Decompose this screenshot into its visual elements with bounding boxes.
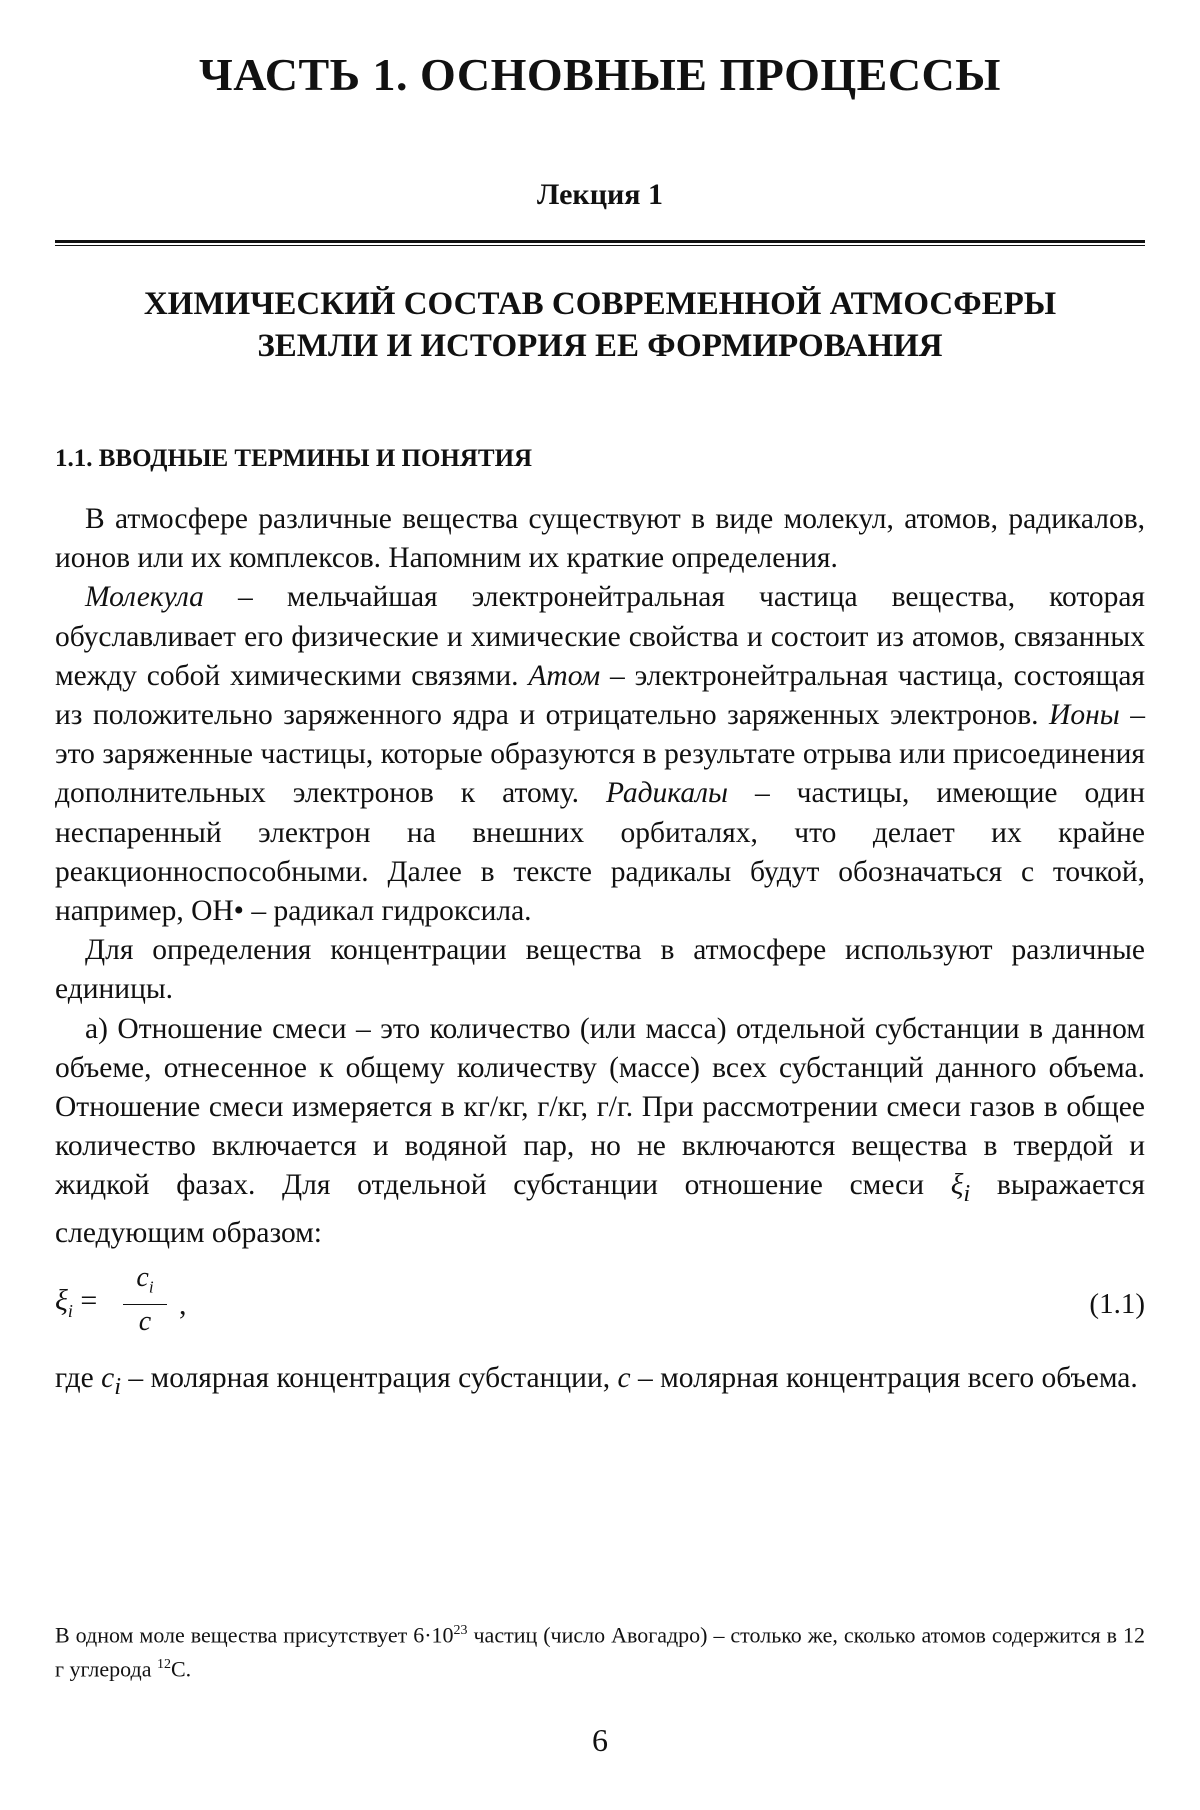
paragraph-where [55,1359,1145,1406]
paragraph-definitions [55,578,1145,931]
definition-atom: – электронейтральная частица, состоящая из положительно заряженного ядра и отрицательно заряженных электронов. [55,659,1145,732]
formula-numerator-subscript: i [148,1277,154,1297]
lecture-title-line2: ЗЕМЛИ И ИСТОРИЯ ЕЕ ФОРМИРОВАНИЯ [257,328,943,364]
footnote-text-before: В одном моле вещества присутствует 6·10 [55,1622,454,1648]
term-ions: Ионы [1049,699,1120,732]
book-page [55,0,1145,1810]
term-radicals: Радикалы [605,777,728,810]
footnote-text-mid: частиц (число Авогадро) – столько же, сколько атомов содержится в 12 г углерода [55,1622,1145,1682]
mixing-ratio-text: а) Отношение смеси – это количество (или масса) отдельной субстанции в данном объеме, отнесенное к общему количеству (массе) всех субстанций данного объема. Отношение смеси измеряется в кг/кг, г/кг, г/г. При рассмотрении смеси газов в общее количество включается и водяной пар, но не включаются вещества в твердой и жидкой фазах. Для отдельной субстанции отношение смеси [55,1012,1145,1202]
mixing-ratio-symbol [950,1169,971,1208]
formula-numerator-c: c [136,1261,149,1293]
term-atom: Атом [528,659,601,692]
footnote-exponent: 23 [453,1623,468,1638]
lecture-title [55,283,1145,367]
lecture-label: Лекция 1 [536,178,664,211]
divider-rule [55,240,1145,246]
formula-xi-subscript: i [67,1300,73,1321]
xi-subscript: i [963,1180,971,1208]
c-symbol: c [617,1361,631,1394]
page-number: 6 [592,1722,608,1758]
paragraph-units: Для определения концентрации вещества в атмосфере используют различные единицы. [55,934,1145,1006]
mixing-ratio-tail: выражается следующим образом: [55,1169,1145,1249]
definition-ions: – это заряженные частицы, которые образуются в результате отрыва или присоединения дополнительных электронов к атому. [55,699,1146,810]
formula-fraction [123,1261,167,1340]
ci-letter: c [101,1361,115,1394]
lecture-title-line1: ХИМИЧЕСКИЙ СОСТАВ СОВРЕМЕННОЙ АТМОСФЕРЫ [143,286,1057,322]
where-start: где [55,1361,102,1394]
where-mid: – молярная концентрация субстанции, [121,1361,618,1394]
equation-number: (1.1) [1089,1287,1145,1320]
formula-numerator [123,1261,167,1305]
definition-molecule: – мельчайшая электронейтральная частица вещества, которая обуславливает его физические и химические свойства и состоит из атомов, связанных между собой химическими связями. [55,581,1145,692]
ci-subscript: i [114,1372,122,1400]
formula-1-1 [55,1257,1145,1353]
xi-symbol: ξ [950,1169,964,1202]
formula-equals: = [72,1283,98,1317]
formula-denominator: c [138,1306,152,1338]
section-heading: 1.1. ВВОДНЫЕ ТЕРМИНЫ И ПОНЯТИЯ [55,445,533,472]
paragraph-intro: В атмосфере различные вещества существуют в виде молекул, атомов, радикалов, ионов или их комплексов. Напомним их краткие определения. [55,503,1145,575]
ci-symbol [101,1361,122,1400]
term-molecule: Молекула [85,581,204,614]
definition-radicals: – частицы, имеющие один неспаренный электрон на внешних орбиталях, что делает их крайне реакционноспособными. Далее в тексте радикалы будут обозначаться с точкой, например, ОН• – радикал гидроксила. [55,777,1145,928]
part-title: ЧАСТЬ 1. ОСНОВНЫЕ ПРОЦЕССЫ [199,49,1001,100]
formula-xi: ξ [55,1283,68,1317]
formula-lhs [55,1281,97,1331]
formula-comma: , [179,1287,187,1321]
footnote [55,1616,1145,1685]
footnote-element: С. [171,1656,192,1682]
where-end: – молярная концентрация всего объема. [630,1361,1138,1394]
body-text [55,500,1145,1406]
paragraph-mixing-ratio [55,1010,1145,1253]
footnote-isotope: 12 [157,1657,171,1673]
